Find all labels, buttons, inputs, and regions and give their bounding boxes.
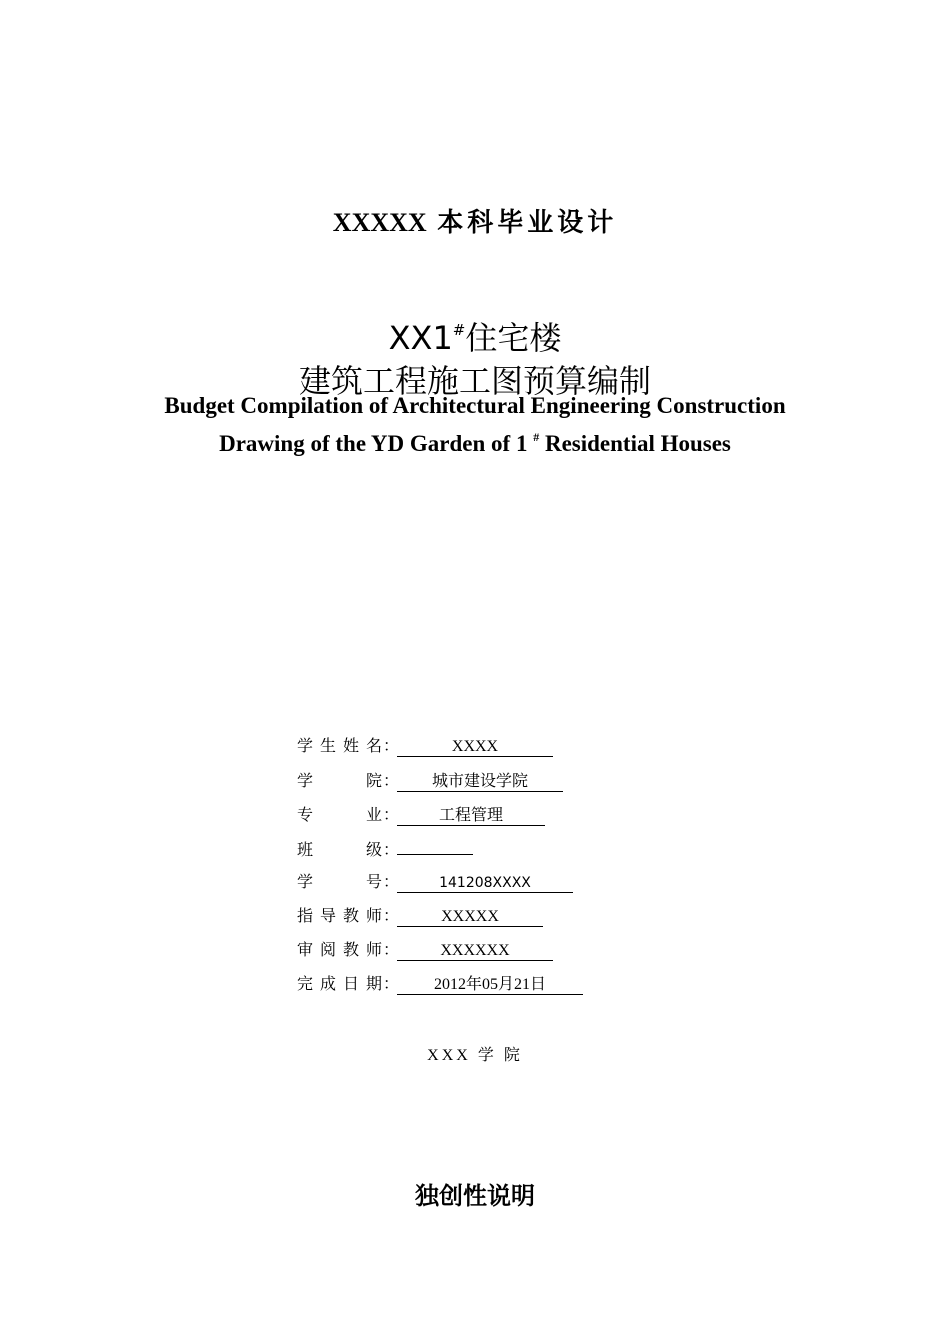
originality-heading: 独创性说明: [415, 1182, 535, 1210]
chinese-title-prefix: XX1: [388, 319, 453, 357]
info-colon: ：: [383, 805, 400, 824]
info-label: 班级: [297, 840, 383, 859]
info-label: 审阅教师: [297, 940, 383, 959]
info-value: XXXXX: [397, 908, 543, 927]
info-label: 学生姓名: [297, 736, 383, 755]
english-title-prefix: Drawing of the YD Garden of 1: [219, 431, 528, 456]
info-value: 工程管理: [397, 807, 545, 826]
english-title-superscript: #: [533, 430, 540, 444]
institution-name: XXX 学 院: [427, 1047, 523, 1064]
chinese-title-line-2: 建筑工程施工图预算编制: [298, 362, 651, 400]
info-label: 专业: [297, 805, 383, 824]
info-value: XXXX: [397, 738, 553, 757]
thesis-type: 本科毕业设计: [437, 208, 618, 237]
info-value: 2012年05月21日: [397, 976, 583, 995]
info-row-advisor: [297, 903, 543, 929]
info-colon: ：: [383, 906, 400, 925]
info-row-reviewer: [297, 937, 553, 963]
info-label: 完成日期: [297, 974, 383, 993]
chinese-title-superscript: #: [452, 321, 466, 339]
university-title: [0, 202, 950, 239]
info-label: 学院: [297, 771, 383, 790]
info-row-student-id: [297, 869, 573, 895]
english-title-line-2: [0, 430, 950, 457]
info-colon: ：: [383, 974, 400, 993]
info-value: 城市建设学院: [397, 773, 563, 792]
info-label: 学号: [297, 872, 383, 891]
info-row-completion-date: [297, 971, 583, 997]
info-row-class: [297, 836, 473, 862]
info-label: 指导教师: [297, 906, 383, 925]
info-value: XXXXXX: [397, 942, 553, 961]
info-row-major: [297, 802, 545, 828]
info-colon: ：: [383, 771, 400, 790]
info-colon: ：: [383, 736, 400, 755]
info-row-college: [297, 768, 563, 794]
info-colon: ：: [383, 872, 400, 891]
info-row-student-name: [297, 733, 553, 759]
info-colon: ：: [383, 940, 400, 959]
english-title-line-1: Budget Compilation of Architectural Engineering Construction: [164, 393, 786, 418]
english-title-suffix: Residential Houses: [544, 431, 731, 456]
info-value: 141208XXXX: [397, 874, 573, 893]
info-value: [397, 836, 473, 855]
university-name: XXXXX: [332, 208, 427, 237]
chinese-title-line-1: [0, 313, 950, 359]
chinese-title-suffix: 住宅楼: [465, 319, 562, 357]
info-colon: ：: [383, 840, 400, 859]
